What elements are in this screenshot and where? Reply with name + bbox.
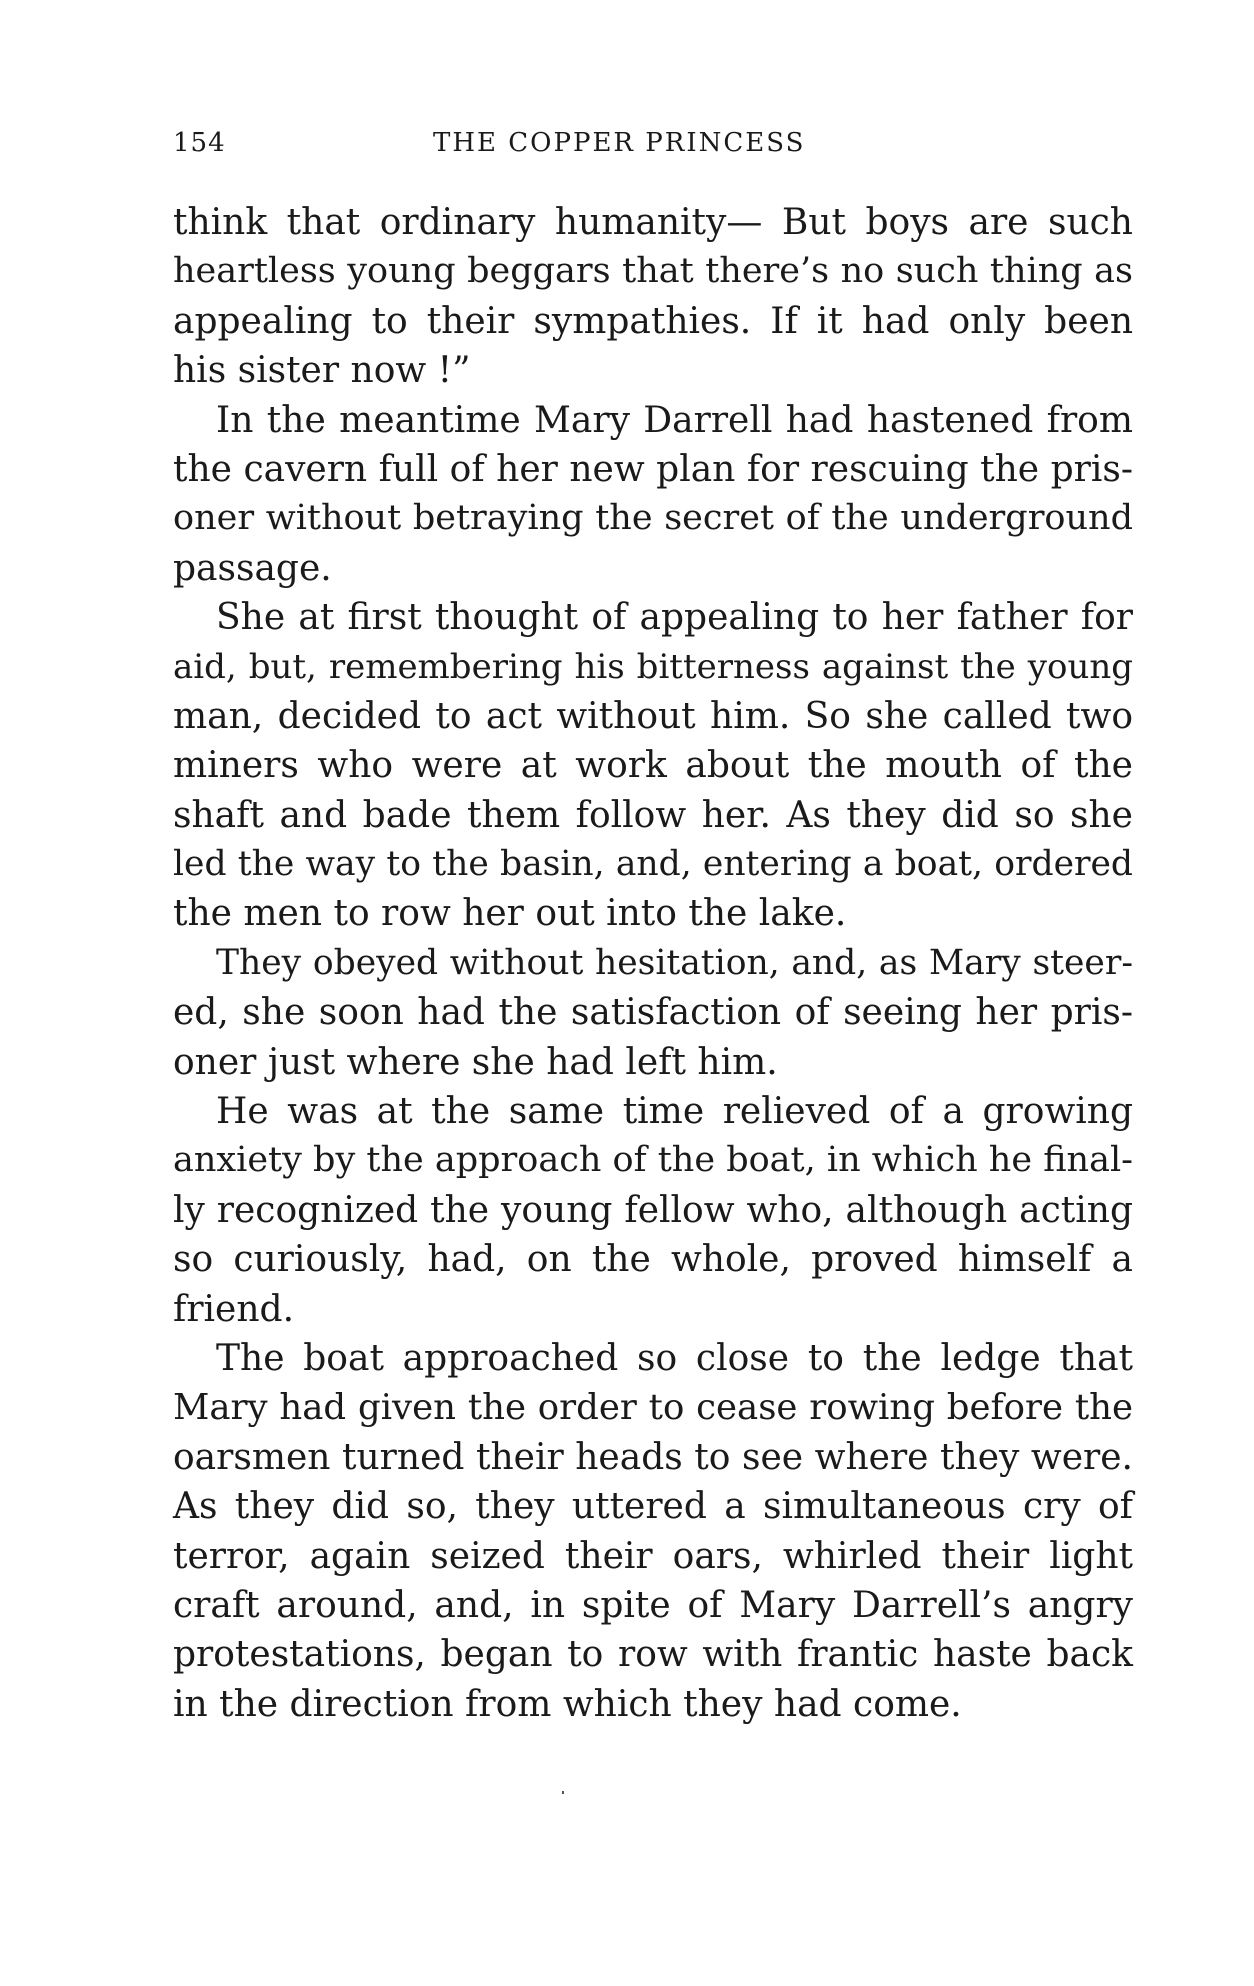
text-line: led the way to the basin, and, entering a boat, ordered	[173, 844, 1133, 885]
text-line: friend.	[173, 1288, 295, 1330]
paragraph	[173, 939, 1133, 1087]
text-line: oarsmen turned their heads to see where they were.	[173, 1436, 1133, 1478]
text-line: man, decided to act without him. So she called two	[173, 695, 1133, 737]
print-speck	[562, 1791, 564, 1794]
text-line: In the meantime Mary Darrell had hastened from	[216, 399, 1133, 441]
text-line: As they did so, they uttered a simultaneous cry of	[173, 1486, 1133, 1528]
text-line: anxiety by the approach of the boat, in which he final-	[173, 1140, 1133, 1181]
text-line: craft around, and, in spite of Mary Darrell’s angry	[173, 1584, 1133, 1626]
text-line: his sister now !”	[173, 350, 471, 392]
body-text	[173, 198, 1133, 1729]
text-line: appealing to their sympathies. If it had only been	[173, 300, 1133, 342]
text-line: aid, but, remembering his bitterness against the young	[173, 646, 1133, 687]
text-line: oner just where she had left him.	[173, 1041, 778, 1083]
paragraph	[173, 593, 1133, 939]
text-line: protestations, began to row with frantic haste back	[173, 1634, 1133, 1676]
text-line: oner without betraying the secret of the underground	[173, 498, 1133, 539]
text-line: She at first thought of appealing to her father for	[216, 597, 1133, 639]
text-line: ly recognized the young fellow who, although acting	[173, 1189, 1133, 1231]
book-title: THE COPPER PRINCESS	[433, 128, 806, 158]
text-line: terror, again seized their oars, whirled their light	[173, 1535, 1133, 1577]
text-line: miners who were at work about the mouth of the	[173, 745, 1133, 787]
text-line: The boat approached so close to the ledge that	[216, 1337, 1133, 1379]
text-line: in the direction from which they had come.	[173, 1683, 962, 1725]
paragraph	[173, 396, 1133, 594]
text-line: shaft and bade them follow her. As they did so she	[173, 794, 1133, 836]
text-line: the cavern full of her new plan for rescuing the pris-	[173, 448, 1133, 490]
text-line: so curiously, had, on the whole, proved himself a	[173, 1239, 1133, 1281]
paragraph	[173, 1334, 1133, 1729]
paragraph	[173, 1087, 1133, 1334]
text-line: They obeyed without hesitation, and, as Mary steer-	[216, 942, 1133, 983]
text-line: passage.	[173, 547, 332, 589]
text-line: heartless young beggars that there’s no such thing as	[173, 251, 1133, 292]
page-number: 154	[173, 128, 226, 158]
text-line: the men to row her out into the lake.	[173, 893, 847, 935]
running-head	[173, 128, 1133, 158]
paragraph	[173, 198, 1133, 396]
text-line: Mary had given the order to cease rowing before the	[173, 1387, 1133, 1429]
text-line: think that ordinary humanity— But boys are such	[173, 202, 1133, 243]
text-line: ed, she soon had the satisfaction of seeing her pris-	[173, 992, 1133, 1034]
text-line: He was at the same time relieved of a growing	[216, 1091, 1133, 1133]
